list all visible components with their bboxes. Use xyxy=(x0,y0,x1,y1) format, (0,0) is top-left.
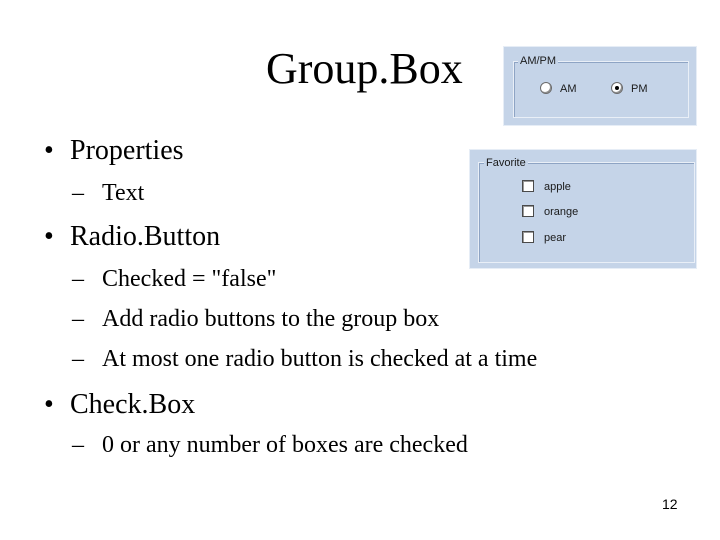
bullet-text: Properties xyxy=(70,135,184,166)
radio-pm[interactable] xyxy=(611,82,623,94)
sub-bullet-text: 0 or any number of boxes are checked xyxy=(102,432,468,458)
dash: – xyxy=(72,432,84,458)
radio-am-label[interactable]: AM xyxy=(560,83,577,95)
checkbox-pear-label[interactable]: pear xyxy=(544,232,567,244)
sub-bullet-text: At most one radio button is checked at a time xyxy=(102,346,538,372)
radio-am[interactable] xyxy=(540,82,552,94)
bullet-text: Check.Box xyxy=(70,389,196,420)
checkbox-apple-label[interactable]: apple xyxy=(544,181,571,193)
bullet-text: Radio.Button xyxy=(70,221,221,252)
sub-bullet-text: Text xyxy=(102,180,145,206)
favorite-groupbox-panel xyxy=(469,149,697,269)
ampm-groupbox-legend: AM/PM xyxy=(520,55,557,67)
dash: – xyxy=(72,346,84,372)
sub-bullet-text: Add radio buttons to the group box xyxy=(102,306,440,332)
page-number: 12 xyxy=(662,496,678,512)
bullet-dot: • xyxy=(44,389,54,420)
radio-pm-label[interactable]: PM xyxy=(631,83,648,95)
checkbox-pear[interactable] xyxy=(522,231,534,243)
checkbox-apple[interactable] xyxy=(522,180,534,192)
slide-title: Group.Box xyxy=(266,44,463,93)
dash: – xyxy=(72,266,84,292)
sub-bullet-text: Checked = "false" xyxy=(102,266,277,292)
bullet-dot: • xyxy=(44,135,54,166)
favorite-groupbox-frame xyxy=(478,162,695,263)
bullet-dot: • xyxy=(44,221,54,252)
dash: – xyxy=(72,306,84,332)
dash: – xyxy=(72,180,84,206)
ampm-groupbox-panel xyxy=(503,46,697,126)
checkbox-orange[interactable] xyxy=(522,205,534,217)
checkbox-orange-label[interactable]: orange xyxy=(544,206,579,218)
favorite-groupbox-legend: Favorite xyxy=(486,157,526,169)
